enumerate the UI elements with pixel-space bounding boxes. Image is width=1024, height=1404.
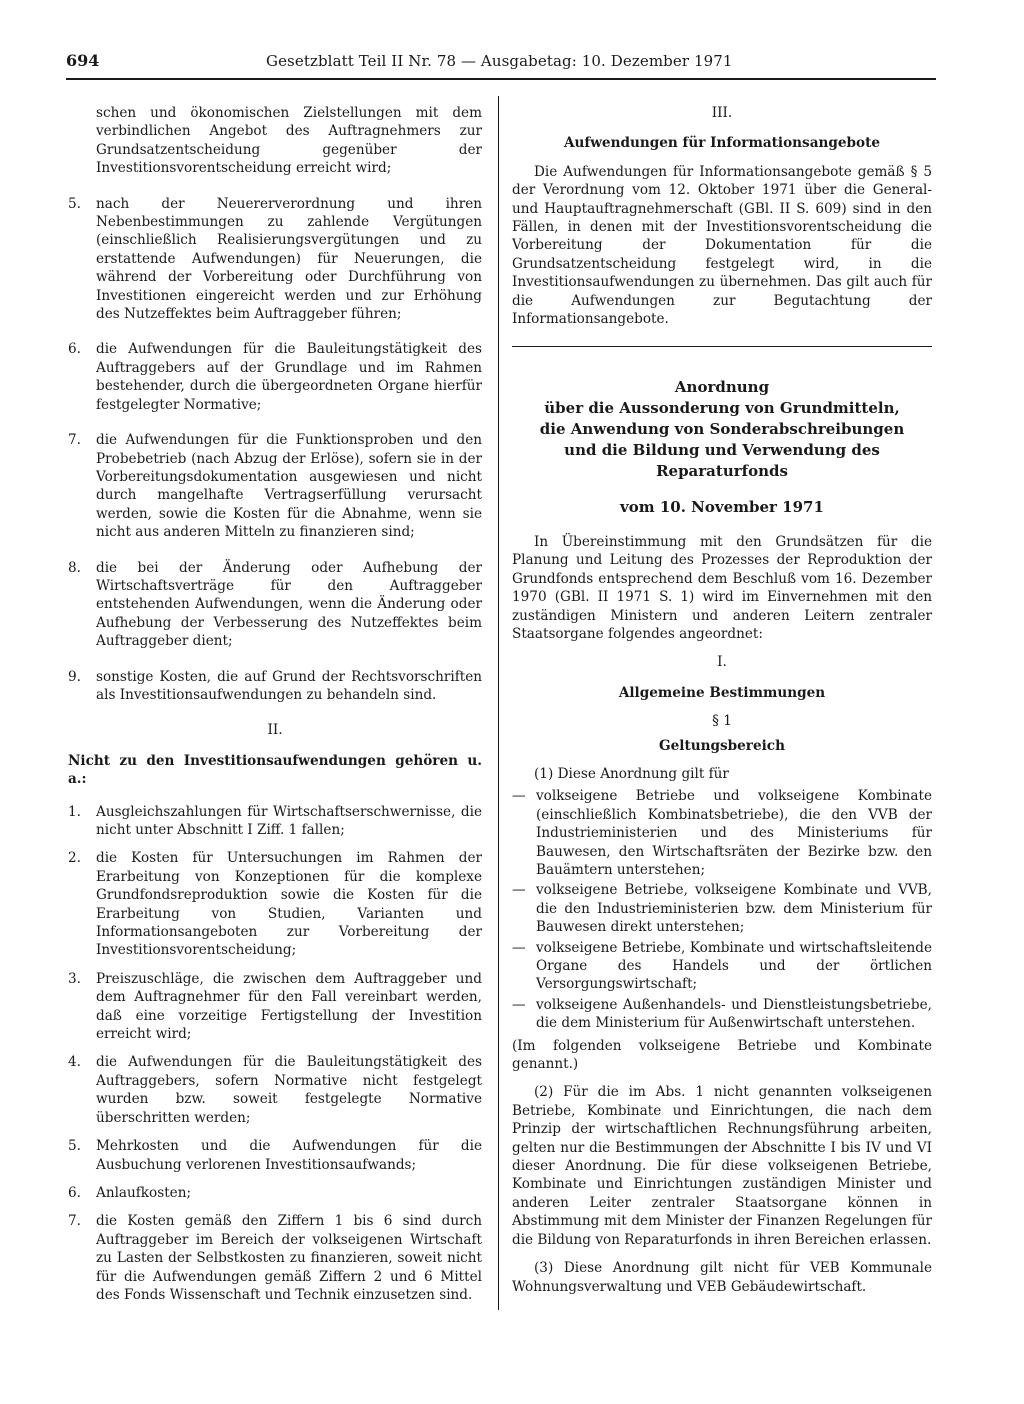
scope-dash-list [512,787,932,1032]
item-text: volkseigene Betriebe, volkseigene Kombinate und VVB, die den Industrieministerien bzw. dem Ministerium für Bauwesen direkt unterstehen; [536,882,932,936]
item-number: 5. [68,1138,81,1155]
right-column [512,104,932,1306]
dash-marker: — [512,996,526,1013]
list-item [512,996,932,1033]
dash-marker: — [512,882,526,899]
item-number: 7. [68,1213,81,1230]
item-text: volkseigene Betriebe, Kombinate und wirtschaftsleitende Organe des Handels und der örtlichen Versorgungswirtschaft; [536,939,932,993]
item-number: 1. [68,803,81,820]
item-text: volkseigene Außenhandels- und Dienstleistungsbetriebe, die dem Ministerium für Außenwirtschaft unterstehen. [536,996,932,1032]
item-number: 6. [68,341,81,358]
abs1-note: (Im folgenden volkseigene Betriebe und Kombinate genannt.) [512,1037,932,1073]
decree-title [512,377,932,482]
item-text: volkseigene Betriebe und volkseigene Kombinate (einschließlich Kombinatsbetriebe), die den VVB der Industrieministerien und des Ministeriums für Bauwesen, den Wirtschaftsräten der Bezirke bzw. den Bauämtern unterstehen; [536,788,932,878]
paragraph-heading: Geltungsbereich [659,737,785,754]
list-item [68,849,482,959]
section-iii-heading: Aufwendungen für Informationsangebote [563,135,881,152]
list-item [68,970,482,1044]
abs2-text: (2) Für die im Abs. 1 nicht genannten volkseigenen Betriebe, Kombinate und Einrichtungen, die nach dem Prinzip der wirtschaftlichen Rechnungsführung arbeiten, gelten nur die Bestimmungen der Abschnitte I bis IV und VI dieser Anordnung. Die für diese volkseigenen Betriebe, Kombinate und Einrichtungen zuständigen Minister und anderen Leiter zentraler Staatsorgane können in Abstimmung mit dem Minister der Finanzen Regelungen für die Bildung von Reparaturfonds in ihren Bereichen erlassen. [512,1084,932,1248]
list-item [68,340,482,414]
item-number: 2. [68,850,81,867]
dash-marker: — [512,939,526,956]
list-item [68,1053,482,1127]
dash-marker: — [512,788,526,805]
decree-title-line: die Anwendung von Sonderabschreibungen [539,420,905,439]
paragraph-number: § 1 [712,713,732,730]
preamble: In Übereinstimmung mit den Grundsätzen für die Planung und Leitung des Prozesses der Reproduktion der Grundfonds entsprechend dem Beschluß vom 16. Dezember 1970 (GBl. II 1971 S. 1) wird im Einvernehmen mit den zuständigen Ministern und anderen Leitern zentraler Staatsorgane folgendes angeordnet: [512,533,932,642]
left-column [68,104,482,1314]
section-ii-heading: Nicht zu den Investitionsaufwendungen gehören u. a.: [68,752,482,788]
item-text: die Aufwendungen für die Bauleitungstätigkeit des Auftraggebers, sofern Normative nicht festgelegt wurden bzw. soweit festgelegte Normative überschritten werden; [96,1054,482,1126]
list-section-i-continued [68,195,482,705]
item-text: die Aufwendungen für die Funktionsproben und den Probebetrieb (nach Abzug der Erlöse), sofern sie in der Vorbereitungsdokumentation ausgewiesen und nicht durch mangelhafte Vertragserfüllung verursacht werden, sowie die Kosten für die Abnahme, wenn sie nicht aus anderen Mitteln zu finanzieren sind; [96,432,482,541]
abs3-text: (3) Diese Anordnung gilt nicht für VEB Kommunale Wohnungsverwaltung und VEB Gebäudewirtschaft. [512,1260,932,1295]
section-rule [512,346,932,347]
section-number-ii: II. [267,722,283,739]
section-number-iii: III. [711,105,733,121]
item-text: die bei der Änderung oder Aufhebung der Wirtschaftsverträge für den Auftraggeber entstehenden Aufwendungen, wenn die Änderung oder Aufhebung der Verbesserung des Nutzeffektes beim Auftraggeber dient; [96,559,482,650]
item-text: die Kosten gemäß den Ziffern 1 bis 6 sind durch Auftraggeber im Bereich der volkseigenen Wirtschaft zu Lasten der Selbstkosten zu finanzieren, soweit nicht für die Aufwendungen gemäß Ziffern 2 und 6 Mittel des Fonds Wissenschaft und Technik einzusetzen sind. [96,1213,482,1303]
item-text: Preiszuschläge, die zwischen dem Auftraggeber und dem Auftragnehmer für den Fall vereinbart werden, daß eine vorzeitige Fertigstellung der Investition erreicht wird; [96,970,482,1043]
header-rule [66,78,936,80]
continuation-text: schen und ökonomischen Zielstellungen mit dem verbindlichen Angebot des Auftragnehmers zur Grundsatzentscheidung gegenüber der Investitionsvorentscheidung erreicht wird; [96,105,482,177]
list-item [68,803,482,840]
decree-title-line: über die Aussonderung von Grundmitteln, [544,399,900,418]
list-item [68,668,482,705]
item-number: 6. [68,1184,81,1201]
item-text: die Kosten für Untersuchungen im Rahmen der Erarbeitung von Konzeptionen für die komplexe Grundfondsreproduktion sowie die Kosten für die Erarbeitung von Studien, Varianten und Informationsangeboten zur Vorbereitung der Investitionsvorentscheidung; [96,850,482,959]
section-iii-text: Die Aufwendungen für Informationsangebote gemäß § 5 der Verordnung vom 12. Oktober 1971 über die General- und Hauptauftragnehmerschaft (GBl. II S. 609) sind in den Fällen, in denen mit der Investitionsvorentscheidung die Vorbereitung der Dokumentation für die Grundsatzentscheidung festgelegt wird, in die Investitionsaufwendungen zu übernehmen. Das gilt auch für die Aufwendungen zur Begutachtung der Informationsangebote. [512,163,932,328]
list-item [512,881,932,936]
item-number: 7. [68,432,81,449]
item-number: 4. [68,1054,81,1071]
item-number: 8. [68,559,81,576]
item-text: die Aufwendungen für die Bauleitungstätigkeit des Auftraggebers auf der Grundlage und im Rahmen bestehender, durch die übergeordneten Organe hierfür festgelegter Normative; [96,341,482,413]
item-number: 9. [68,668,81,685]
page-number: 694 [66,51,100,70]
header-title: Gesetzblatt Teil II Nr. 78 — Ausgabetag: 10. Dezember 1971 [266,52,733,70]
list-item [68,1137,482,1174]
item-number: 5. [68,195,81,212]
decree-title-line: Reparaturfonds [656,462,788,481]
list-item [68,1212,482,1304]
item-text: sonstige Kosten, die auf Grund der Rechtsvorschriften als Investitionsaufwendungen zu behandeln sind. [96,668,482,703]
list-section-ii [68,803,482,1305]
item-text: Ausgleichszahlungen für Wirtschaftserschwernisse, die nicht unter Abschnitt I Ziff. 1 fallen; [96,803,482,838]
list-item [68,195,482,324]
abs1-intro: (1) Diese Anordnung gilt für [534,765,729,782]
item-text: Anlaufkosten; [96,1184,192,1201]
item-text: nach der Neuererverordnung und ihren Nebenbestimmungen zu zahlende Vergütungen (einschließlich Realisierungsvergütungen und zu erstattende Aufwendungen) für Neuerungen, die während der Vorbereitung oder Durchführung von Investitionen eingereicht werden und zur Erhöhung des Nutzeffektes beim Auftraggeber führen; [96,195,482,323]
decree-date: vom 10. November 1971 [620,498,824,517]
list-item [512,939,932,994]
list-item [68,431,482,541]
decree-title-line: Anordnung [674,378,770,397]
list-item [68,1184,482,1202]
item-text: Mehrkosten und die Aufwendungen für die Ausbuchung verlorenen Investitionsaufwands; [96,1138,482,1173]
section-number-i: I. [717,654,727,671]
column-divider [498,96,499,1310]
list-item [512,787,932,879]
page-header [66,50,936,76]
section-i-heading: Allgemeine Bestimmungen [618,684,826,701]
item-number: 3. [68,970,81,987]
decree-title-line: und die Bildung und Verwendung des [564,441,880,460]
list-item [68,559,482,651]
